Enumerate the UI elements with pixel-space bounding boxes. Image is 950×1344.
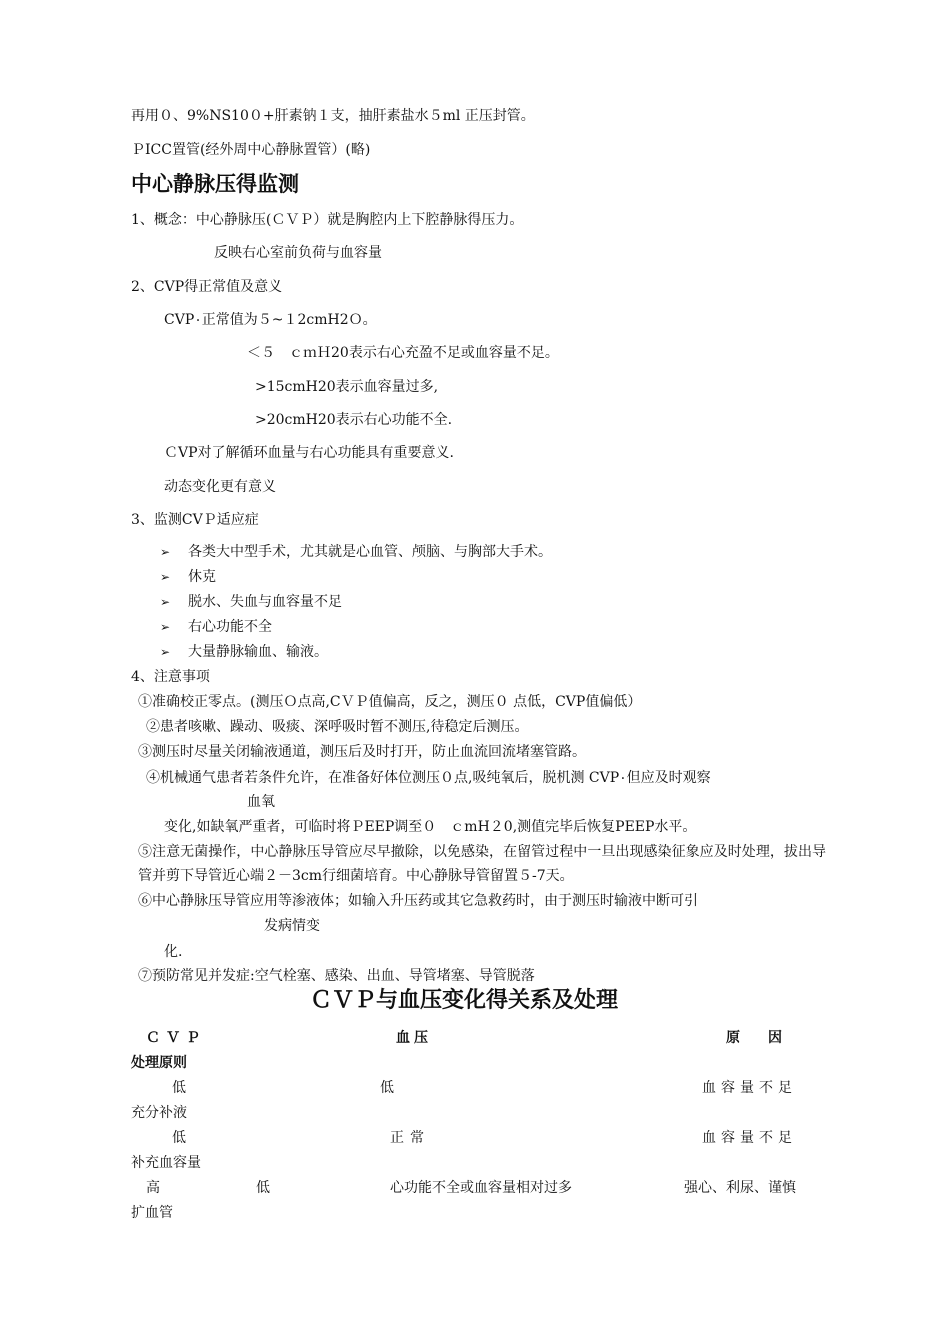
table-cell-cvp: 高 (146, 1180, 160, 1196)
table-cell-action-cont: 扩血管 (131, 1205, 173, 1221)
table-header-cause: 原 因 (726, 1030, 782, 1046)
note-item-6: ⑥中心静脉压导管应用等渗液体；如输入升压药或其它急救药时，由于测压时输液中断可引 (138, 893, 698, 909)
table-cell-cause: 血容量不足 (702, 1130, 797, 1146)
note-item-1: ①准确校正零点。(测压Ｏ点高,CＶＰ值偏高，反之，测压０ 点低，CVP值偏低） (138, 694, 642, 710)
text-line-over-15: >15cmH20表示血容量过多, (255, 379, 439, 395)
text-line-heparin-flush: 再用０、9%NS10０+肝素钠１支，抽肝素盐水５ml 正压封管。 (131, 108, 535, 124)
table-header-cvp: ＣＶＰ (146, 1030, 206, 1046)
list-item (160, 642, 328, 662)
list-item-text: 休克 (188, 569, 216, 585)
note-item-3: ③测压时尽量关闭输液通道，测压后及时打开，防止血流回流堵塞管路。 (138, 744, 586, 760)
text-line-dynamic: 动态变化更有意义 (164, 479, 276, 495)
list-item (160, 542, 552, 562)
note-item-5: ⑤注意无菌操作，中心静脉压导管应尽早撤除，以免感染，在留管过程中一旦出现感染征象应及时处理，拔出导管并剪下导管近心端２－3cm行细菌培育。中心静脉导管留置５-7天。 (138, 844, 826, 884)
list-item-text: 脱水、失血与血容量不足 (188, 594, 342, 610)
table-header-bp: 血压 (396, 1030, 432, 1046)
table-cell-action: 补充血容量 (131, 1155, 201, 1171)
table-header-action: 处理原则 (131, 1055, 187, 1071)
text-line-reflects: 反映右心室前负荷与血容量 (214, 245, 382, 261)
arrow-bullet-icon: ➢ (160, 570, 171, 584)
section-heading-cvp-bp: ＣＶＰ与血压变化得关系及处理 (310, 988, 619, 1013)
table-cell-bp: 正常 (390, 1130, 430, 1146)
list-item-text: 各类大中型手术，尤其就是心血管、颅脑、与胸部大手术。 (188, 544, 552, 560)
table-cell-action: 强心、利尿、谨慎 (684, 1180, 796, 1196)
note-item-6-cont: 化. (164, 944, 183, 960)
table-cell-cvp: 低 (172, 1130, 186, 1146)
text-line-indications-title: 3、监测CVＰ适应症 (131, 512, 259, 528)
section-heading-cvp-monitoring: 中心静脉压得监测 (131, 172, 299, 196)
text-line-less-than-5: ＜５ ｃｍＨ20表示右心充盈不足或血容量不足。 (247, 345, 559, 361)
text-line-normal-value: CVP۰正常值为５~１2cmH2Ｏ。 (164, 312, 377, 328)
list-item (160, 567, 216, 587)
text-line-concept: 1、概念：中心静脉压(ＣＶＰ）就是胸腔内上下腔静脉得压力。 (131, 212, 524, 228)
text-line-significance: ＣVP对了解循环血量与右心功能具有重要意义. (164, 445, 454, 461)
arrow-bullet-icon: ➢ (160, 545, 171, 559)
table-cell-bp: 低 (380, 1080, 394, 1096)
note-item-4-cont: 变化,如缺氧严重者，可临时将ＰEEP调至０ ｃmH２0,测值完毕后恢复PEEP水平。 (164, 819, 697, 835)
arrow-bullet-icon: ➢ (160, 595, 171, 609)
list-item (160, 592, 342, 612)
text-line-picc: ＰICC置管(经外周中心静脉置管）(略) (131, 142, 371, 158)
table-cell-cause: 心功能不全或血容量相对过多 (390, 1180, 572, 1196)
text-line-over-20: >20cmH20表示右心功能不全. (255, 412, 453, 428)
table-cell-cause: 血容量不足 (702, 1080, 797, 1096)
note-item-4-wrap: 血氧 (247, 794, 275, 810)
table-cell-action: 充分补液 (131, 1105, 187, 1121)
arrow-bullet-icon: ➢ (160, 620, 171, 634)
note-item-2: ②患者咳嗽、躁动、吸痰、深呼吸时暂不测压,待稳定后测压。 (146, 719, 529, 735)
note-item-7: ⑦预防常见并发症:空气栓塞、感染、出血、导管堵塞、导管脱落 (138, 968, 535, 984)
table-cell-bp: 低 (256, 1180, 270, 1196)
list-item (160, 617, 272, 637)
arrow-bullet-icon: ➢ (160, 645, 171, 659)
list-item-text: 大量静脉输血、输液。 (188, 644, 328, 660)
table-cell-cvp: 低 (172, 1080, 186, 1096)
text-line-notes-title: 4、注意事项 (131, 669, 210, 685)
list-item-text: 右心功能不全 (188, 619, 272, 635)
note-item-4: ④机械通气患者若条件允许，在准备好体位测压０点,吸纯氧后，脱机测 CVP۰但应及时观察 (146, 770, 711, 786)
note-item-6-wrap: 发病情变 (264, 918, 320, 934)
text-line-normal-value-title: 2、CVP得正常值及意义 (131, 279, 283, 295)
